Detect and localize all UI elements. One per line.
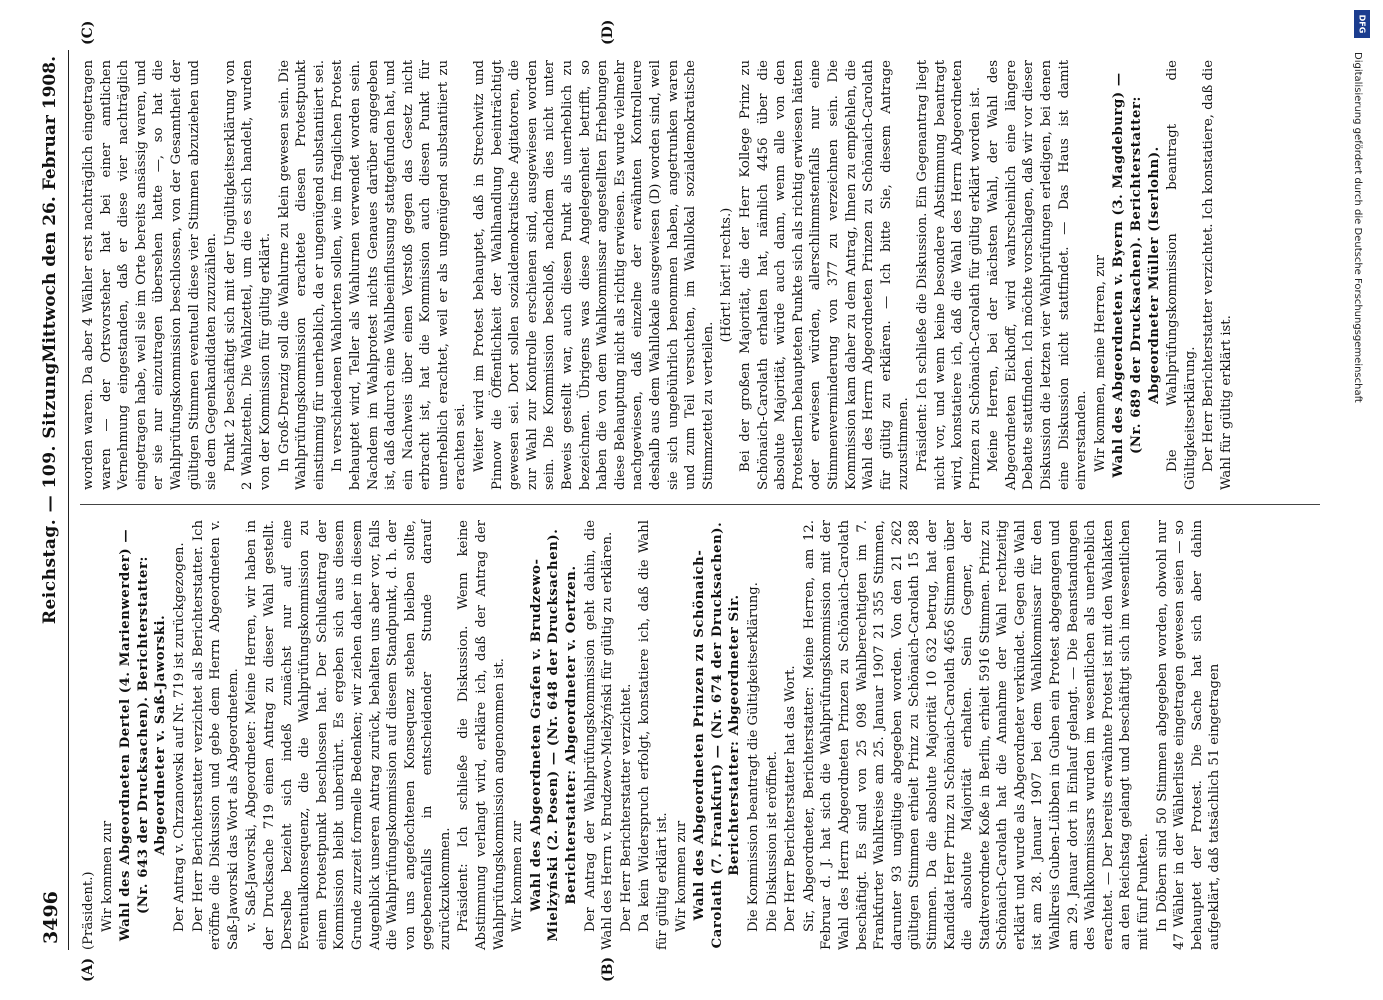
column-divider	[80, 504, 1320, 505]
left-column	[80, 520, 1225, 950]
margin-mark-c: (C)	[80, 20, 96, 45]
paragraph: Die Wahlprüfungskommission beantragt die Gültigkeitserklärung.	[1165, 60, 1198, 490]
running-header-date: Mittwoch den 26. Februar 1908.	[40, 56, 60, 363]
paragraph: Der Herr Berichterstatter verzichtet als Berichterstatter. Ich eröffne die Diskussion und gebe dem Herrn Abgeordneten v. Saß-Jaworski das Wort als Abgeordnetem.	[190, 520, 241, 950]
speech-paragraph: Punkt 2 beschäftigt sich mit der Ungültigkeitserklärung von 2 Wahlzetteln. Die Wahlzettel, um die es sich handelt, wurden von der Kommission für gültig erklärt.	[222, 60, 273, 490]
speech-paragraph: worden waren. Da aber 4 Wähler erst nachträglich eingetragen waren — der Ortsvorsteher hat bei einer amtlichen Vernehmung eingestanden, daß er diese vier nachträglich eingetragen habe, weil sie im Orte bereits ansässig waren, und er sie nur einzutragen übersehen hatte —, so hat die Wahlprüfungskommission beschlossen, von der Gesamtheit der gültigen Stimmen eventuell diese vier Stimmen abzuziehen und sie dem Gegenkandidaten zuzuzählen.	[81, 60, 220, 490]
agenda-heading: Wahl des Abgeordneten Grafen v. Brudzewo-Mielżyński (2. Posen) — (Nr. 648 der Drucksachen). Berichterstatter: Abgeordneter v. Oertzen.	[528, 528, 580, 942]
paragraph: Der Herr Berichterstatter verzichtet.	[618, 683, 634, 932]
speech-paragraph: Bei der großen Majorität, die der Herr Kollege Prinz zu Schönaich-Carolath erhalten hat, nämlich 4456 über die absolute Majorität, würde auch dann, wenn alle von den Protestlern behaupteten Punkte sich als richtig erwiesen hätten oder erwiesen würden, allerschlimmstenfalls nur eine Stimmenverminderung von 377 zu verzeichnen sein. Die Kommission kam daher zu dem Antrag, Ihnen zu empfehlen, die Wahl des Herrn Abgeordneten Prinzen zu Schönaich-Carolath für gültig zu erklären. — Ich bitte Sie, diesem Antrage zuzustimmen.	[737, 60, 912, 490]
dfg-logo	[1354, 10, 1370, 38]
rotated-document-page	[40, 19, 1340, 982]
agenda-heading: Wahl des Abgeordneten v. Byern (3. Magdeburg) — (Nr. 689 der Drucksachen). Berichterstatter: Abgeordneter Müller (Iserlohn).	[1111, 72, 1162, 478]
speech-paragraph: Weiter wird im Protest behauptet, daß in Strechwitz und Pinnow die Öffentlichkeit der Wahlhandlung beeinträchtigt gewesen sei. Dort sollen sozialdemokratische Agitatoren, die zur Wahl zur Kontrolle erschienen sind, ausgewiesen worden sein. Die Kommission beschloß, nachdem dies nicht unter Beweis gestellt war, auch diesen Punkt als unerheblich zu bezeichnen. Übrigens was diese Angelegenheit betrifft, so haben die von dem Wahlkommissar angestellten Erhebungen diese Behauptung nicht als richtig erwiesen. Es wurde vielmehr nachgewiesen, daß einzelne der erwähnten Kontrolleure deshalb aus dem Wahllokale ausgewiesen (D) worden sind, weil sie sich ungebührlich benommen haben, angetrunken waren und zum Teil versuchten, im Wahllokal sozialdemokratische Stimmzettel zu verteilen.	[472, 60, 716, 490]
header-rule	[68, 50, 69, 950]
paragraph: Da kein Widerspruch erfolgt, konstatiere ich, daß die Wahl für gültig erklärt ist.	[637, 520, 670, 950]
agenda-heading: Wahl des Abgeordneten Prinzen zu Schönaich-Carolath (7. Frankfurt) — (Nr. 674 der Drucksachen). Berichterstatter: Abgeordneter Sir.	[692, 521, 743, 949]
speech-paragraph: Präsident: Ich schließe die Diskussion. Wenn keine Abstimmung verlangt wird, erkläre ich, daß der Antrag der Wahlprüfungskommission angenommen ist.	[456, 520, 507, 950]
paragraph: Der Antrag v. Chrzanowski auf Nr. 719 ist zurückgezogen.	[171, 542, 187, 932]
paragraph: Wir kommen zur	[510, 820, 526, 932]
paragraph: Wir kommen zur	[99, 820, 115, 932]
speech-paragraph: Präsident: Ich schließe die Diskussion. Ein Gegenantrag liegt nicht vor, und wenn keine besondere Abstimmung beantragt wird, konstatiere ich, daß die Wahl des Herrn Abgeordneten Prinzen zu Schönaich-Carolath für gültig erklärt worden ist.	[914, 60, 983, 490]
paragraph: Die Kommission beantragt die Gültigkeitserklärung.	[745, 582, 761, 932]
speech-paragraph: v. Saß-Jaworski, Abgeordneter: Meine Herren, wir haben in der Drucksache 719 einen Antrag zu dieser Wahl gestellt. Derselbe bezieht sich indeß zunächst nur auf eine Eventualkonsequenz, die die Wahlprüfungskommission zu einem Protestpunkt beschlossen hat. Der Schlußantrag der Kommission bleibt unberührt. Es ergeben sich aus diesem Grunde zurzeit formelle Bedenken; wir ziehen daher in diesem Augenblick unseren Antrag zurück, behalten uns aber vor, falls die Wahlprüfungskommission auf diesem Standpunkt, d. h. der von uns angefochtenen Konsequenz stehen bleiben sollte, gegebenenfalls in entscheidender Stunde darauf zurückzukommen.	[244, 520, 453, 950]
margin-mark-a: (A)	[80, 957, 96, 982]
paragraph: Wir kommen, meine Herren, zur	[1092, 254, 1108, 472]
speaker-continuation: (Präsident.)	[81, 871, 96, 950]
paragraph: Wir kommen zur	[673, 820, 689, 932]
margin-mark-d: (D)	[600, 19, 616, 45]
paragraph: Der Antrag der Wahlprüfungskommission geht dahin, die Wahl des Herrn v. Brudzewo-Mielżyński für gültig zu erklären.	[582, 520, 616, 950]
paragraph: Die Diskussion ist eröffnet.	[764, 751, 780, 932]
interjection: (Hört! hört! rechts.)	[719, 207, 735, 343]
speech-paragraph: In Döbern sind 50 Stimmen abgegeben worden, obwohl nur 47 Wähler in der Wählerliste eingetragen gewesen seien — so behauptet der Protest. Die Sache hat sich aber dahin aufgeklärt, daß tatsächlich 51 eingetragen	[1154, 520, 1223, 950]
margin-mark-b: (B)	[600, 956, 616, 982]
running-header-title: Reichstag. — 109. Sitzung.	[40, 355, 60, 625]
right-column	[80, 60, 1237, 490]
speech-paragraph: In verschiedenen Wahlorten sollen, wie im fraglichen Protest behauptet wird, Teller als Wahlurnen verwendet worden sein. Nachdem im Wahlprotest nichts Genaues darüber angegeben ist, daß dadurch eine Wahlbeeinflussung stattgefunden hat, und ein Nachweis über einen Verstoß gegen das Gesetz nicht erbracht ist, hat die Kommission auch diesen Punkt für unerheblich erachtet, weil er als ungenügend substantiiert zu erachten sei.	[330, 60, 469, 490]
agenda-heading: Wahl des Abgeordneten Dertel (4. Marienwerder) — (Nr. 643 der Drucksachen). Berichterstatter: Abgeordneter v. Saß-Jaworski.	[118, 528, 169, 942]
speech-paragraph: Sir, Abgeordneter, Berichterstatter: Meine Herren, am 12. Februar d. J. hat sich die Wahlprüfungskommission mit der Wahl des Herrn Abgeordneten Prinzen zu Schönaich-Carolath beschäftigt. Es sind von 25 098 Wahlberechtigten im 7. Frankfurter Wahlkreise am 25. Januar 1907 21 355 Stimmen, darunter 93 ungültige abgegeben worden. Von den 21 262 gültigen Stimmen erhielt Prinz zu Schönaich-Carolath 15 288 Stimmen. Da die absolute Majorität 10 632 betrug, hat der Kandidat Herr Prinz zu Schönaich-Carolath 4656 Stimmen über die absolute Majorität erhalten. Sein Gegner, der Stadtverordnete Koße in Berlin, erhielt 5916 Stimmen. Prinz zu Schönaich-Carolath hat die Annahme der Wahl rechtzeitig erklärt und wurde als Abgeordneter verkündet. Gegen die Wahl ist am 28. Januar 1907 bei dem Wahlkommissar für den Wahlkreis Guben-Lübben in Guben ein Protest abgegangen und am 29. Januar dort in Einlauf gelangt. — Die Beanstandungen des Wahlkommissars wurden im wesentlichen als unerheblich erachtet. — Der bereits erwähnte Protest ist mit den Wahlakten an den Reichstag gelangt und beschäftigt sich im wesentlichen mit fünf Punkten.	[801, 520, 1152, 950]
dfg-logo-text: DFG	[1357, 14, 1367, 34]
speech-paragraph: Meine Herren, bei der nächsten Wahl, der Wahl des Abgeordneten Eickhoff, wird wahrscheinlich eine längere Debatte stattfinden. Ich möchte vorschlagen, daß wir vor dieser Diskussion die letzten vier Wahlprüfungen erledigen, bei denen eine Diskussion nicht stattfindet. — Das Haus ist damit einverstanden.	[986, 60, 1090, 490]
paragraph: Der Herr Berichterstatter hat das Wort.	[783, 665, 799, 932]
paragraph: Der Herr Berichterstatter verzichtet. Ich konstatiere, daß die Wahl für gültig erklärt ist.	[1201, 60, 1234, 490]
speech-paragraph: In Groß-Drenzig soll die Wahlurne zu klein gewesen sein. Die Wahlprüfungskommission erachtete diesen Protestpunkt einstimmig für unerheblich, da er ungenügend substantiiert sei.	[276, 60, 327, 490]
page-number: 3496	[40, 891, 62, 944]
digitization-credit: Digitalisierung gefördert durch die Deutsche Forschungsgemeinschaft	[1352, 52, 1363, 403]
dfg-side-strip	[1346, 6, 1380, 996]
